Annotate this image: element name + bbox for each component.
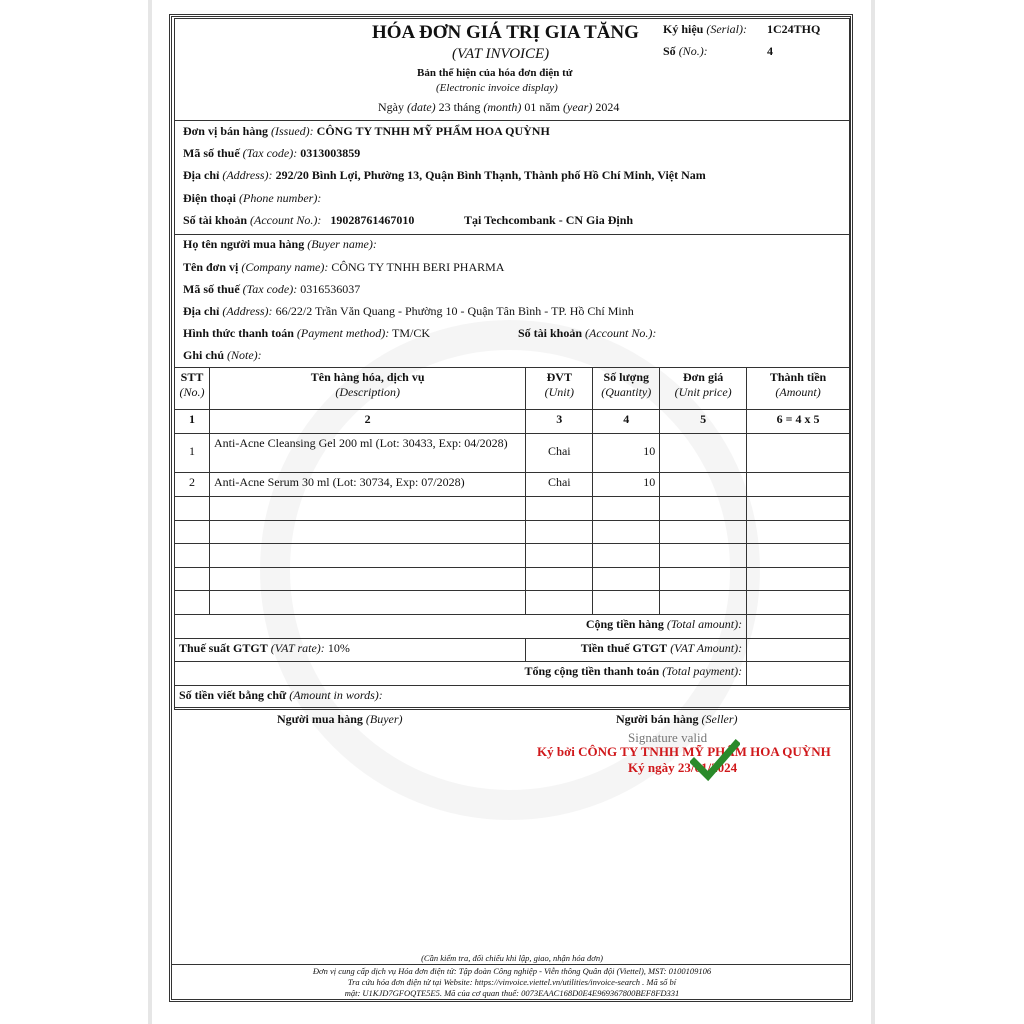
index-cell: 6 = 4 x 5 bbox=[747, 410, 850, 434]
row-unit-price bbox=[660, 434, 747, 473]
total-amount-row bbox=[175, 614, 850, 638]
index-cell: 1 bbox=[175, 410, 210, 434]
index-cell: 3 bbox=[526, 410, 593, 434]
vat-amount-value bbox=[747, 638, 850, 661]
index-row bbox=[175, 410, 850, 434]
index-cell: 5 bbox=[660, 410, 747, 434]
buyer-account: Số tài khoản (Account No.): bbox=[518, 326, 657, 340]
amount-words-row bbox=[175, 685, 850, 709]
vat-row bbox=[175, 638, 850, 661]
page-edge-right bbox=[871, 0, 875, 1024]
invoice-subtitle: Bản thể hiện của hóa đơn điện tử bbox=[417, 67, 573, 79]
table-row bbox=[175, 473, 850, 497]
note: Ghi chú (Note): bbox=[183, 348, 262, 362]
seller-address: Địa chỉ (Address): 292/20 Bình Lợi, Phường 13, Quận Bình Thạnh, Thành phố Hồ Chí Minh, Việt Nam bbox=[183, 168, 706, 182]
seller-phone: Điện thoại (Phone number): bbox=[183, 191, 322, 205]
index-cell: 2 bbox=[209, 410, 525, 434]
row-no: 1 bbox=[175, 434, 210, 473]
checkmark-icon bbox=[690, 738, 740, 782]
row-unit: Chai bbox=[526, 473, 593, 497]
seller-account: Số tài khoản (Account No.): 19028761467010 bbox=[183, 213, 415, 227]
divider bbox=[171, 964, 851, 965]
buyer-company: Tên đơn vị (Company name): CÔNG TY TNHH BERI PHARMA bbox=[183, 260, 505, 274]
seller-signature-label: Người bán hàng (Seller) bbox=[616, 712, 738, 726]
invoice-date: Ngày (date) 23 tháng (month) 01 năm (year) 2024 bbox=[378, 100, 620, 114]
empty-row bbox=[175, 497, 850, 521]
header-unit: ĐVT (Unit) bbox=[526, 368, 593, 410]
row-description: Anti-Acne Cleansing Gel 200 ml (Lot: 30433, Exp: 04/2028) bbox=[209, 434, 525, 473]
invoice-title: HÓA ĐƠN GIÁ TRỊ GIA TĂNG bbox=[372, 22, 639, 43]
index-cell: 4 bbox=[593, 410, 660, 434]
buyer-signature-label: Người mua hàng (Buyer) bbox=[277, 712, 403, 726]
invoice-title-en: (VAT INVOICE) bbox=[452, 46, 550, 62]
number-label: Số (No.): bbox=[663, 44, 708, 58]
items-table bbox=[174, 367, 850, 710]
total-amount-label: Cộng tiền hàng (Total amount): bbox=[175, 614, 747, 638]
row-unit-price bbox=[660, 473, 747, 497]
header-unit-price: Đơn giá (Unit price) bbox=[660, 368, 747, 410]
seller-name: Đơn vị bán hàng (Issued): CÔNG TY TNHH MỸ PHẨM HOA QUỲNH bbox=[183, 124, 550, 138]
row-amount bbox=[747, 434, 850, 473]
buyer-name: Họ tên người mua hàng (Buyer name): bbox=[183, 237, 377, 251]
footer-secret-code: mật: U1KJD7GFOQTE5E5. Mã của cơ quan thuế: 0073EAAC168D0E4E969367800BEF8FD331 bbox=[344, 988, 680, 998]
table-header-row bbox=[175, 368, 850, 410]
seller-bank: Tại Techcombank - CN Gia Định bbox=[464, 213, 634, 227]
divider bbox=[174, 120, 850, 121]
row-unit: Chai bbox=[526, 434, 593, 473]
signed-by: Ký bởi CÔNG TY TNHH MỸ PHẨM HOA QUỲNH bbox=[537, 744, 831, 759]
footer-lookup: Tra cứu hóa đơn điện tử tại Website: https://vinvoice.viettel.vn/utilities/invoice-search . Mã số bí bbox=[347, 977, 677, 987]
empty-row bbox=[175, 567, 850, 591]
vat-rate: Thuế suất GTGT (VAT rate): 10% bbox=[175, 638, 526, 661]
total-payment-label: Tổng cộng tiền thanh toán (Total payment): bbox=[175, 661, 747, 685]
row-amount bbox=[747, 473, 850, 497]
empty-row bbox=[175, 591, 850, 615]
amount-in-words: Số tiền viết bằng chữ (Amount in words): bbox=[175, 685, 850, 709]
signature-valid: Signature valid bbox=[628, 730, 708, 745]
serial-value: 1C24THQ bbox=[767, 22, 821, 36]
number-value: 4 bbox=[767, 44, 773, 58]
header-description: Tên hàng hóa, dịch vụ (Description) bbox=[209, 368, 525, 410]
buyer-address: Địa chỉ (Address): 66/22/2 Trần Văn Quang - Phường 10 - Quận Tân Bình - TP. Hồ Chí Minh bbox=[183, 304, 634, 318]
total-payment-value bbox=[747, 661, 850, 685]
signed-date: Ký ngày 23/01/2024 bbox=[628, 760, 738, 775]
vat-amount-label: Tiền thuế GTGT (VAT Amount): bbox=[526, 638, 747, 661]
row-no: 2 bbox=[175, 473, 210, 497]
row-quantity: 10 bbox=[593, 434, 660, 473]
row-description: Anti-Acne Serum 30 ml (Lot: 30734, Exp: 07/2028) bbox=[209, 473, 525, 497]
serial-label: Ký hiệu (Serial): bbox=[663, 22, 747, 36]
header-quantity: Số lượng (Quantity) bbox=[593, 368, 660, 410]
table-row bbox=[175, 434, 850, 473]
total-amount-value bbox=[747, 614, 850, 638]
header-amount: Thành tiền (Amount) bbox=[747, 368, 850, 410]
footer-provider: Đơn vị cung cấp dịch vụ Hóa đơn điện tử: Tập đoàn Công nghiệp - Viễn thông Quân đội (Viettel), MST: 0100109106 bbox=[312, 966, 712, 976]
total-payment-row bbox=[175, 661, 850, 685]
divider bbox=[174, 234, 850, 235]
row-quantity: 10 bbox=[593, 473, 660, 497]
header-no: STT (No.) bbox=[175, 368, 210, 410]
payment-method: Hình thức thanh toán (Payment method): TM/CK bbox=[183, 326, 431, 340]
buyer-tax-code: Mã số thuế (Tax code): 0316536037 bbox=[183, 282, 361, 296]
page-edge-left bbox=[148, 0, 152, 1024]
invoice-subtitle-en: (Electronic invoice display) bbox=[436, 82, 558, 94]
empty-row bbox=[175, 520, 850, 544]
seller-tax-code: Mã số thuế (Tax code): 0313003859 bbox=[183, 146, 361, 160]
footer-check-note: (Cần kiểm tra, đối chiếu khi lập, giao, nhận hóa đơn) bbox=[421, 953, 603, 963]
empty-row bbox=[175, 544, 850, 568]
